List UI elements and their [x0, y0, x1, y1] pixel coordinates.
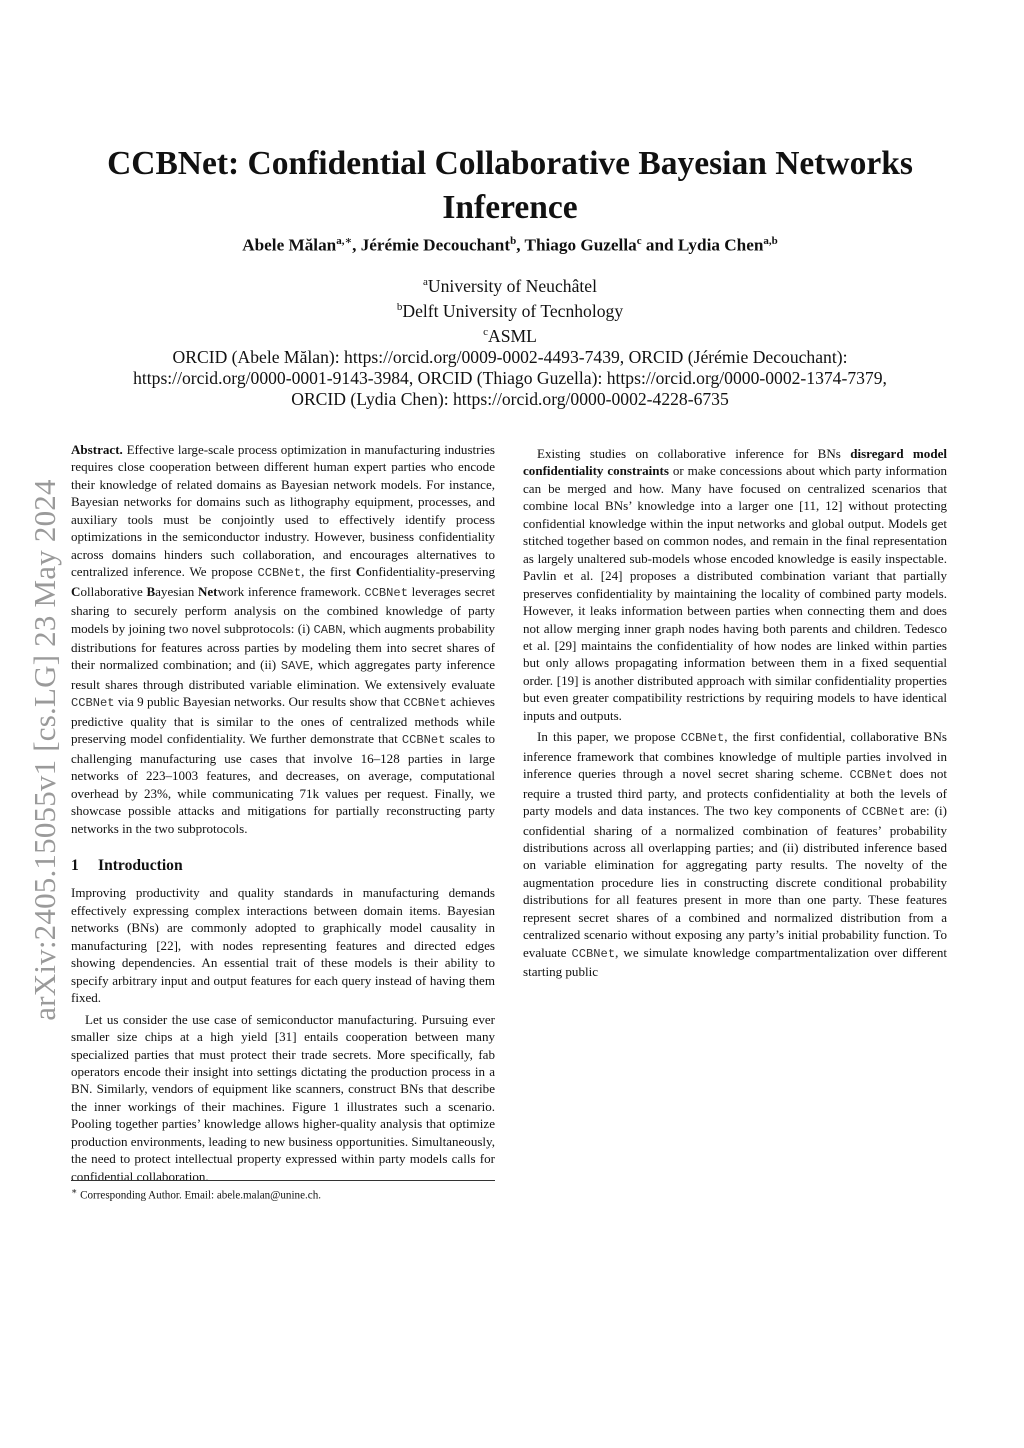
section-heading — [71, 857, 495, 874]
code-term: CCBNet — [257, 566, 302, 581]
code-term: CABN — [313, 622, 343, 637]
code-term: CCBNet — [680, 731, 725, 746]
affiliations — [70, 272, 950, 410]
arxiv-id: arXiv:2405.15055v1 [cs.LG] 23 May 2024 — [27, 479, 62, 1021]
code-term: CCBNet — [861, 805, 906, 820]
affil-text: Delft University of Tecnhology — [402, 300, 624, 321]
code-term: CCBNet — [403, 696, 447, 711]
right-column — [523, 441, 947, 981]
paragraph: Existing studies on collaborative inference for BNs disregard model confidentiality constraints or make concessions about which party information can be merged and how. Many have focused on centralized scenarios that combine local BNs’ knowledge into a larger one [11, 12] without protecting confidential knowledge within the input networks and global output. Models get stitched together based on common nodes, and remain in the final representation as largely unaltered sub-models whose encoded knowledge is easily inspectable. Pavlin et al. [24] proposes a distributed combination variant that partially preserves confidentiality by maintaining the locality of combined party models. However, it leaks information between parties when connecting them and does not allow merging inner graph nodes having both parents and children. Tedesco et al. [29] maintains the confidentiality of how nodes are linked within parties but only allows propagating information between them in a fixed sequential order. [19] is another distributed approach with similar confidentiality properties but even greater compatibility restrictions by requiring models to have identical inputs and outputs. — [523, 446, 947, 723]
author-affil-mark: a,b — [763, 235, 778, 247]
affil-mark: a — [423, 276, 428, 288]
orcid-line: ORCID (Abele Mălan): https://orcid.org/0009-0002-4493-7439, ORCID (Jérémie Decouchant): — [172, 346, 848, 367]
affiliation — [70, 297, 950, 322]
paper-title — [70, 142, 950, 230]
section-number: 1 — [71, 856, 79, 874]
code-term: CCBNet — [401, 733, 446, 748]
title-line-1: CCBNet: Confidential Collaborative Bayesian Networks — [107, 145, 913, 182]
code-term: CCBNet — [364, 585, 408, 600]
separator: and — [641, 235, 678, 255]
separator: , — [352, 235, 361, 255]
author-affil-mark: c — [636, 235, 642, 247]
code-term: CCBNet — [71, 696, 115, 711]
affil-mark: b — [396, 300, 403, 313]
title-line-2: Inference — [442, 189, 578, 226]
footnote-text: Corresponding Author. Email: abele.malan@unine.ch. — [77, 1189, 322, 1202]
code-term: CCBNet — [849, 768, 893, 783]
author-affil-mark: a,∗ — [336, 235, 353, 247]
abstract: Abstract. Effective large-scale process optimization in manufacturing industries requires close cooperation between different human expert parties who encode their knowledge of related domains as Bayesian network models. For instance, Bayesian networks for domains such as lithography equipment, processes, and auxiliary tools must be conjointly used to effectively identify process optimizations in the semiconductor industry. However, business confidentiality across domains hinders such collaboration, and encourages alternatives to centralized inference. We propose CCBNet, the first Confidentiality-preserving Collaborative Bayesian Network inference framework. CCBNet leverages secret sharing to securely perform analysis on the combined knowledge of party models by joining two novel subprotocols: (i) CABN, which augments probability distributions for features across parties by modeling them into secret shares of their normalized combination; and (ii) SAVE, which aggregates party inference result shares through distributed variable elimination. We extensively evaluate CCBNet via 9 public Bayesian networks. Our results show that CCBNet achieves predictive quality that is similar to the ones of centralized methods while preserving model confidentiality. We further demonstrate that CCBNet scales to challenging manufacturing use cases that involve 16–128 parties in large networks of 223–1003 features, and decreases, on average, computational overhead by 23%, while communicating 71k values per request. Finally, we showcase possible attacks and mitigations for partially reconstructing party networks in the two subprotocols. — [71, 442, 496, 836]
abstract-label: Abstract. — [71, 442, 123, 457]
affiliation — [70, 272, 950, 297]
orcid-line: ORCID (Lydia Chen): https://orcid.org/0000-0002-4228-6735 — [291, 388, 729, 409]
paragraph: Improving productivity and quality standards in manufacturing demands effectively expressing complex interactions between domain items. Bayesian networks (BNs) are commonly adopted to graphically model causality in manufacturing [22], with nodes representing features and directed edges showing dependencies. An essential trait of these models is their ability to specify arbitrary input and output features for each query instead of having them fixed. — [71, 885, 495, 1006]
affiliation — [70, 322, 950, 347]
left-column — [71, 441, 495, 1185]
author-affil-mark: b — [510, 235, 517, 247]
footnote — [71, 1186, 495, 1202]
author-name: Thiago Guzella — [524, 235, 637, 255]
section-title: Introduction — [98, 856, 183, 874]
affil-text: University of Neuchâtel — [427, 275, 597, 296]
code-term: SAVE — [280, 659, 310, 674]
emphasis: disregard model confidentiality constraints — [523, 446, 947, 479]
author-name: Jérémie Decouchant — [360, 235, 511, 255]
arxiv-sidebar-stamp — [10, 400, 80, 1100]
paragraph: Let us consider the use case of semiconductor manufacturing. Pursuing ever smaller size chips at a high yield [31] entails cooperation between many specialized parties that must protect their trade secrets. More specifically, fab operators encode their insight into settings dictating the production process in a BN. Similarly, vendors of equipment like scanners, construct BNs that describe the inner workings of their machines. Figure 1 illustrates such a scenario. Pooling together parties’ knowledge allows higher-quality analysis that optimize production environments, leading to new business opportunities. Simultaneously, the need to protect intellectual property expressed within party models calls for confidential collaboration. — [71, 1011, 495, 1184]
author-name: Lydia Chen — [677, 235, 764, 255]
paragraph: In this paper, we propose CCBNet, the first confidential, collaborative BNs inference framework that combines knowledge of multiple parties involved in inference queries through a novel secret sharing scheme. CCBNet does not require a trusted third party, and protects confidentiality at both the levels of party models and data instances. The two key components of CCBNet are: (i) confidential sharing of a normalized combination of features’ probability distributions across all overlapping parties; and (ii) distributed inference based on variable elimination for aggregating party results. The novelty of the augmentation procedure lies in constructing discrete conditional probability distributions for all features present in more than one party. These features represent secret shares of a combined and normalized distribution from a centralized scenario without exposing any party’s initial probability function. To evaluate CCBNet, we simulate knowledge compartmentalization over different starting public — [523, 729, 948, 980]
author-list — [70, 234, 950, 256]
affil-mark: c — [483, 325, 488, 338]
code-term: CCBNet — [571, 946, 616, 961]
author-name: Abele Mălan — [242, 235, 337, 255]
separator: , — [516, 235, 525, 255]
footnote-rule — [71, 1180, 495, 1181]
affil-text: ASML — [488, 325, 537, 346]
orcid-line: https://orcid.org/0000-0001-9143-3984, ORCID (Thiago Guzella): https://orcid.org/0000-0002-1374-7379, — [133, 367, 887, 388]
footnote-mark: ∗ — [71, 1187, 78, 1197]
